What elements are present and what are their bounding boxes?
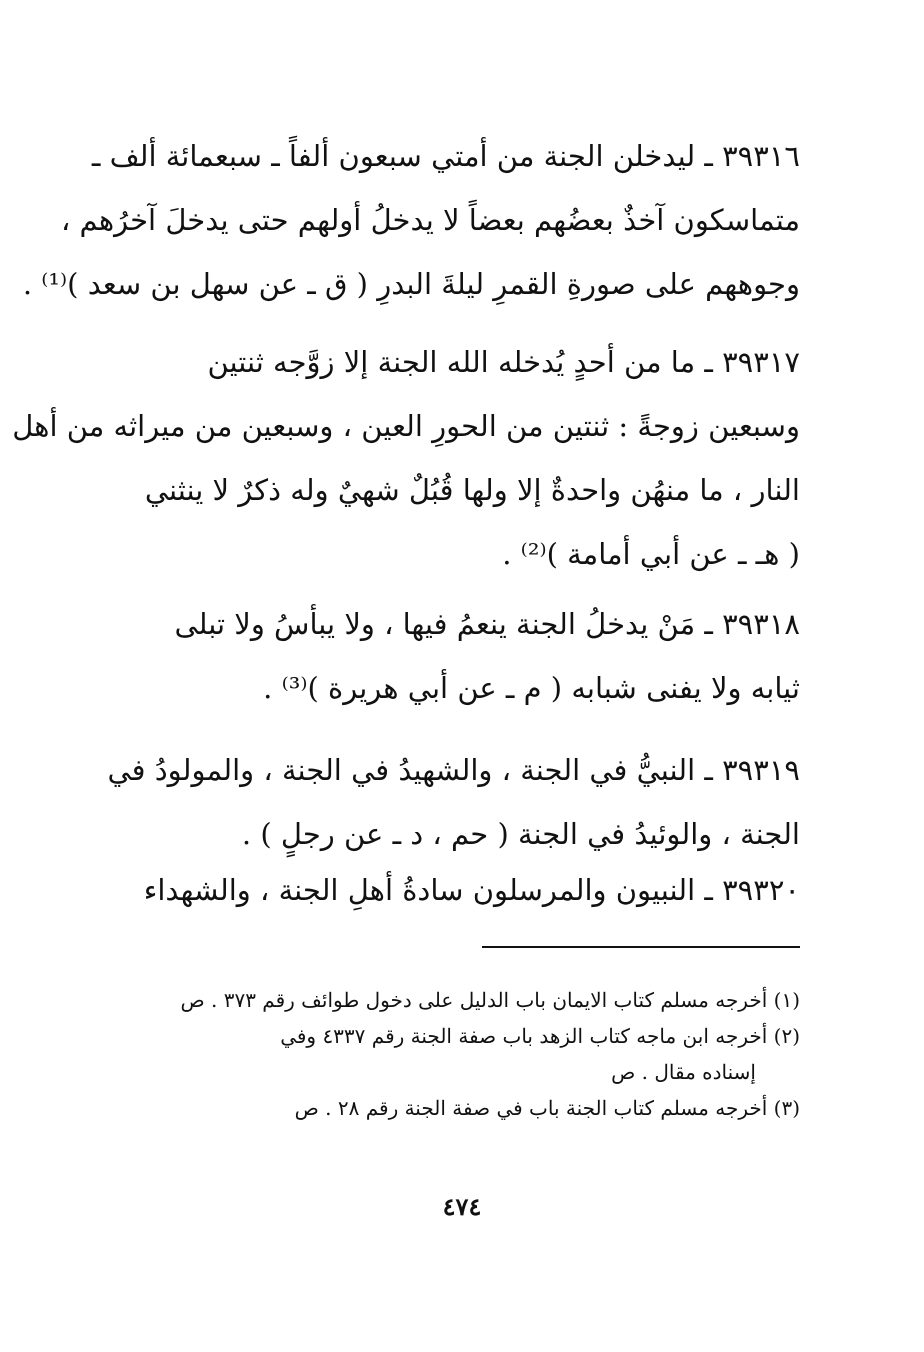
hadith-entry-39318 [86,592,800,720]
footnotes [92,982,800,1126]
footnote-3: (٣) أخرجه مسلم كتاب الجنة باب في صفة الجنة رقم ٢٨ . ص [294,1096,800,1120]
hadith-entry-39319 [86,738,800,866]
entry-line: ٣٩٣١٨ ـ مَنْ يدخلُ الجنة ينعمُ فيها ، ولا يبأسُ ولا تبلى [174,607,800,641]
hadith-entry-39317 [12,330,800,586]
entry-line: وجوههم على صورةِ القمرِ ليلةَ البدرِ ( ق ـ عن سهل بن سعد )⁽¹⁾ . [22,267,800,301]
entry-line: ( هـ ـ عن أبي أمامة )⁽²⁾ . [502,537,800,571]
footnote-1: (١) أخرجه مسلم كتاب الايمان باب الدليل على دخول طوائف رقم ٣٧٣ . ص [180,988,800,1012]
entry-line: ٣٩٣١٧ ـ ما من أحدٍ يُدخله الله الجنة إلا زوَّجه ثنتين [207,345,800,379]
page-number: ٤٧٤ [442,1192,482,1221]
entry-line: ٣٩٣١٦ ـ ليدخلن الجنة من أمتي سبعون ألفاً ـ سبعمائة ألف ـ [91,139,800,173]
entry-line: وسبعين زوجةً : ثنتين من الحورِ العين ، وسبعين من ميراثه من أهل [12,409,800,443]
footnote-divider [482,946,800,948]
entry-line: ثيابه ولا يفنى شبابه ( م ـ عن أبي هريرة )⁽³⁾ . [263,671,800,705]
entry-line: متماسكون آخذٌ بعضُهم بعضاً لا يدخلُ أولهم حتى يدخلَ آخرُهم ، [60,203,800,237]
footnote-2-continuation: إسناده مقال . ص [611,1060,756,1084]
hadith-entry-39320 [86,858,800,922]
entry-line: النار ، ما منهُن واحدةٌ إلا ولها قُبُلٌ شهيٌ وله ذكرٌ لا ينثني [144,473,800,507]
entry-line: ٣٩٣١٩ ـ النبيُّ في الجنة ، والشهيدُ في الجنة ، والمولودُ في [107,753,800,787]
entry-line: ٣٩٣٢٠ ـ النبيون والمرسلون سادةُ أهلِ الجنة ، والشهداء [143,873,800,907]
footnote-2: (٢) أخرجه ابن ماجه كتاب الزهد باب صفة الجنة رقم ٤٣٣٧ وفي [280,1024,800,1048]
entry-line: الجنة ، والوئيدُ في الجنة ( حم ، د ـ عن رجلٍ ) . [241,817,800,851]
hadith-entry-39316 [22,124,800,316]
